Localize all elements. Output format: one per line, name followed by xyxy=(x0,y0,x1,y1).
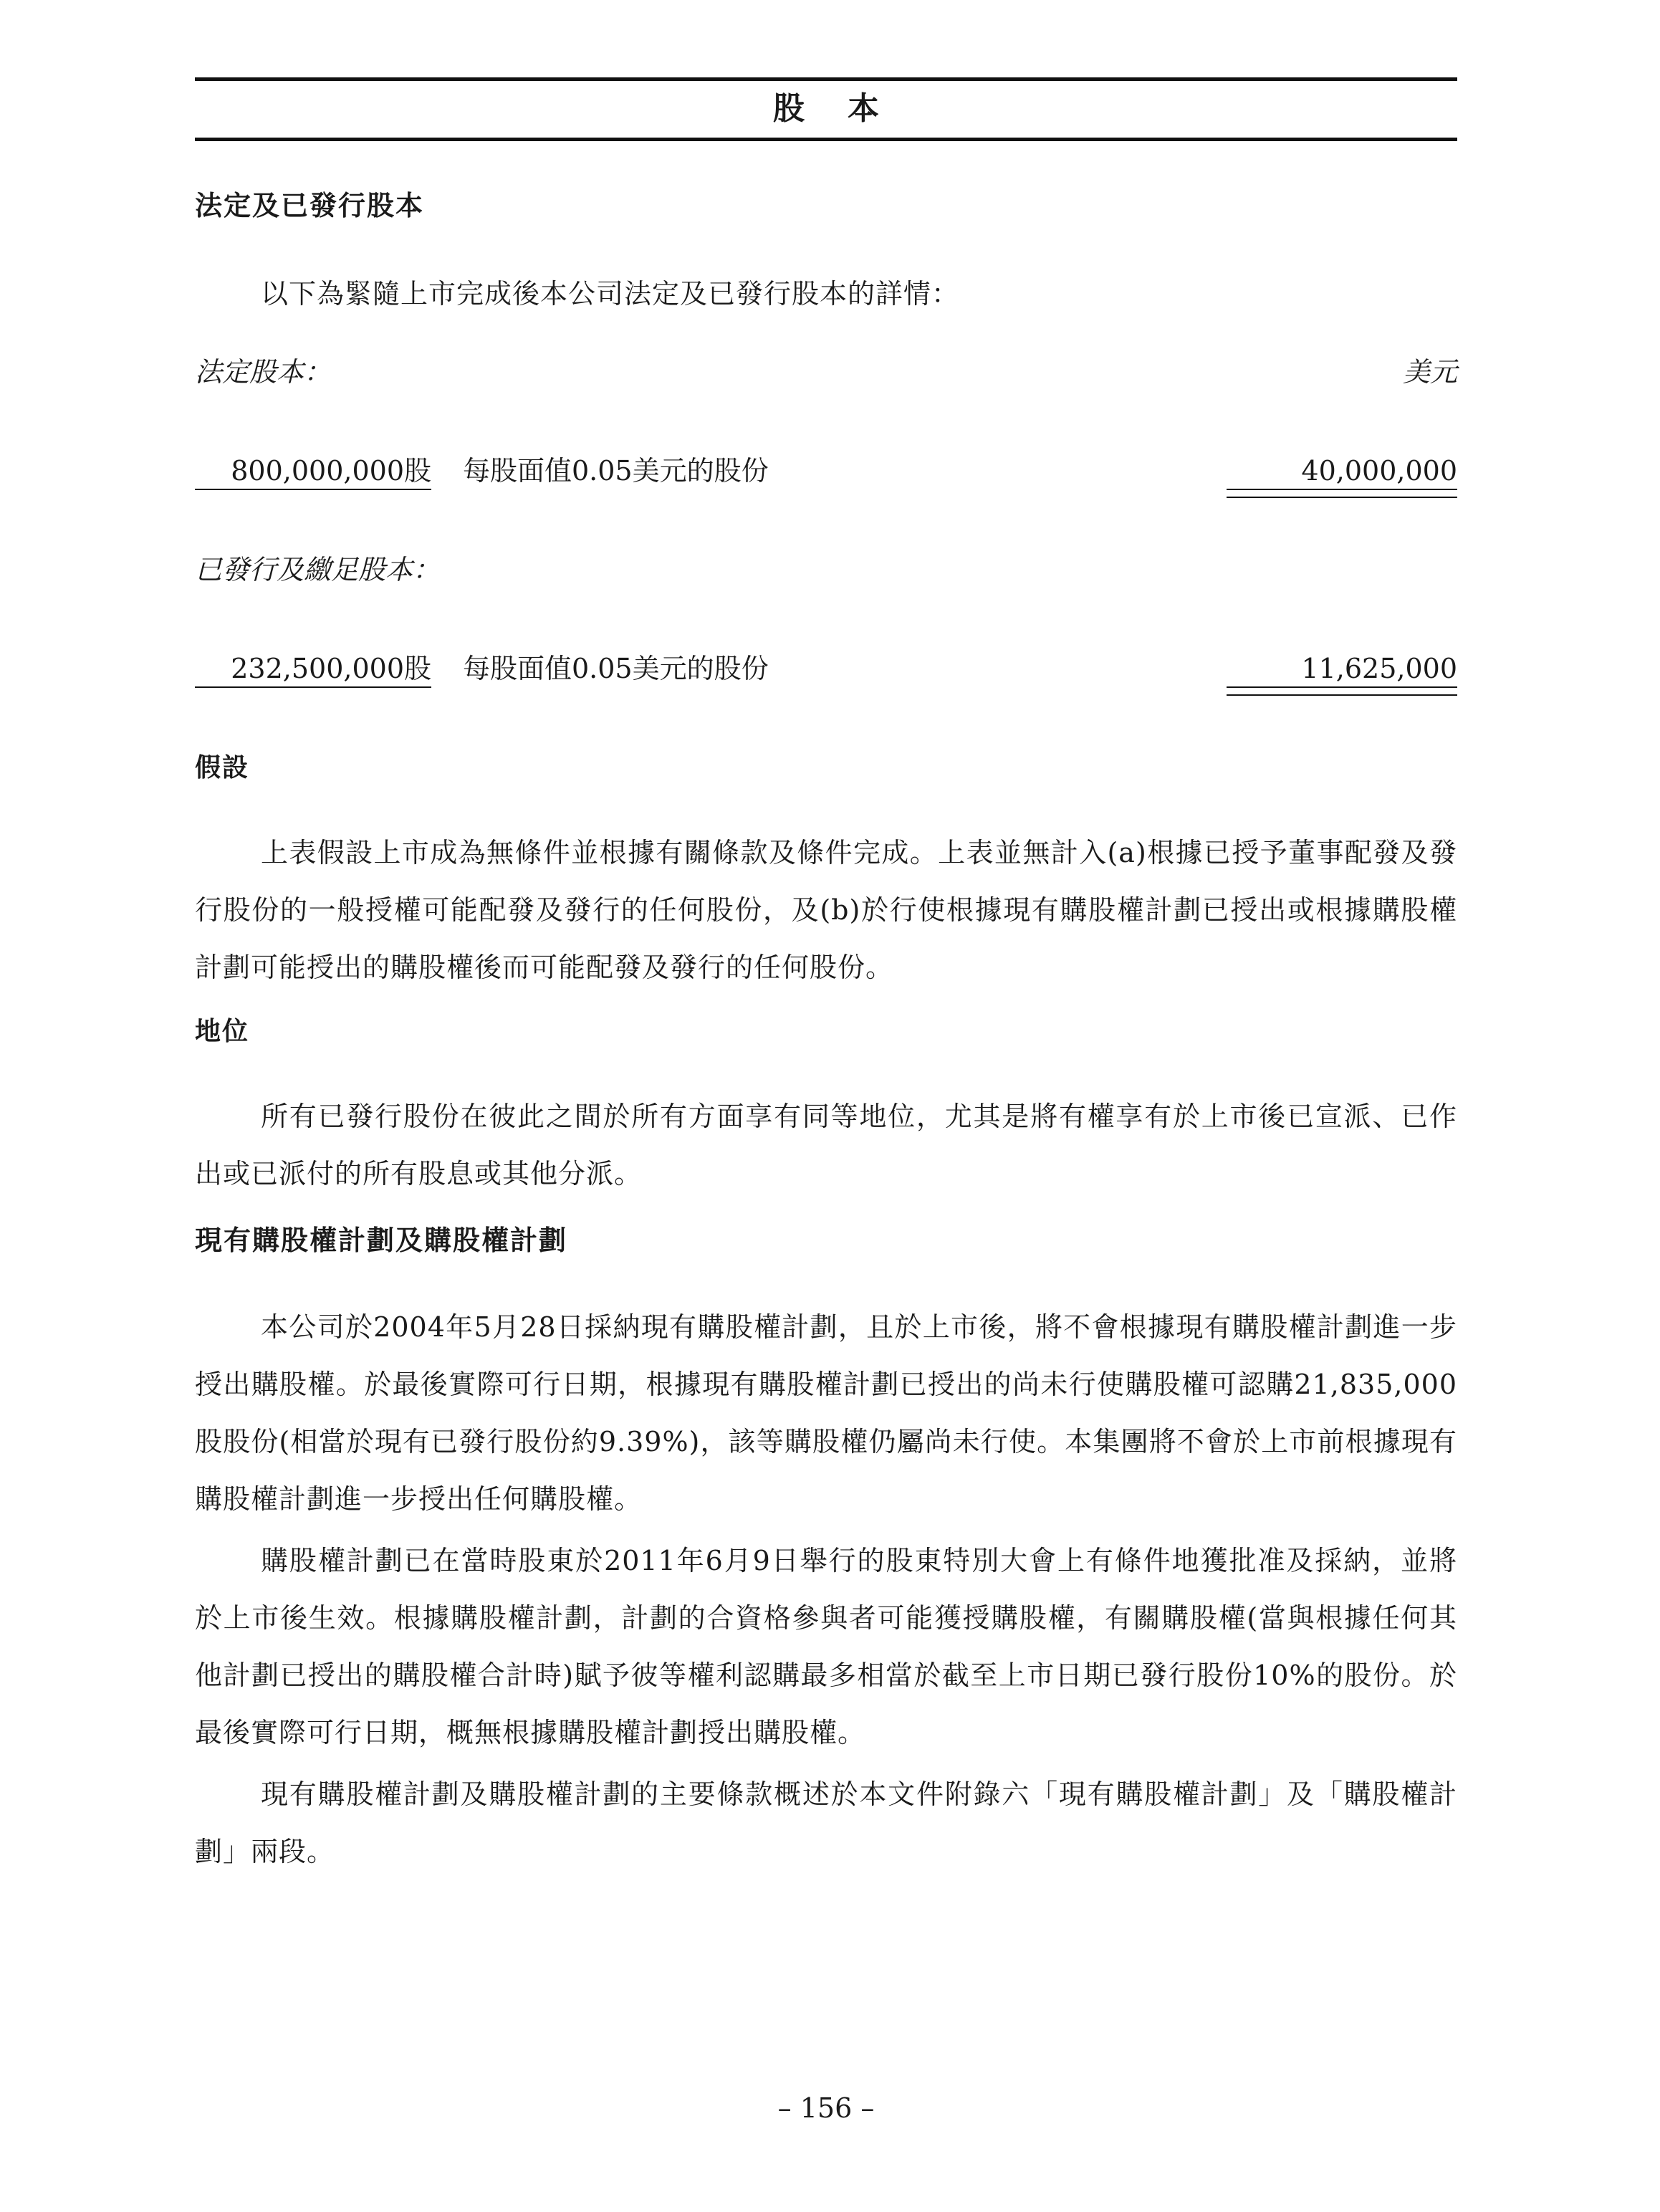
issued-shares: 232,500,000股 xyxy=(195,651,431,688)
authorised-amount-double-underline xyxy=(1227,489,1457,498)
issued-amount: 11,625,000 xyxy=(1301,653,1457,684)
option-schemes-paragraph-1: 本公司於2004年5月28日採納現有購股權計劃，且於上市後，將不會根據現有購股權計劃進一步授出購股權。於最後實際可行日期，根據現有購股權計劃已授出的尚未行使購股權可認購21,835,000股股份(相當於現有已發行股份約9.39%)，該等購股權仍屬尚未行使。本集團將不會於上市前根據現有購股權計劃進一步授出任何購股權。 xyxy=(195,1311,1457,1515)
currency-label: 美元 xyxy=(1402,356,1457,388)
issued-amount-double-underline xyxy=(1227,686,1457,696)
issued-capital-label: 已發行及繳足股本： xyxy=(195,554,441,585)
page-number: – 156 – xyxy=(777,2092,875,2124)
header-bottom-rule xyxy=(195,138,1457,141)
authorised-share-description: 每股面值0.05美元的股份 xyxy=(463,455,769,487)
authorised-amount: 40,000,000 xyxy=(1301,455,1457,487)
page-title: 股本 xyxy=(773,90,922,127)
section-heading-option-schemes: 現有購股權計劃及購股權計劃 xyxy=(195,1224,568,1256)
authorised-shares: 800,000,000股 xyxy=(195,453,431,490)
option-schemes-paragraph-3: 現有購股權計劃及購股權計劃的主要條款概述於本文件附錄六「現有購股權計劃」及「購股權計劃」兩段。 xyxy=(195,1778,1457,1867)
section-heading-assumptions: 假設 xyxy=(195,752,250,782)
section-heading-authorised-issued: 法定及已發行股本 xyxy=(195,189,425,221)
ranking-paragraph: 所有已發行股份在彼此之間於所有方面享有同等地位，尤其是將有權享有於上市後已宣派、已作出或已派付的所有股息或其他分派。 xyxy=(195,1101,1457,1189)
document-page xyxy=(195,0,1457,2212)
issued-share-description: 每股面值0.05美元的股份 xyxy=(463,653,769,684)
section-heading-ranking: 地位 xyxy=(195,1016,250,1046)
header-top-rule xyxy=(195,77,1457,81)
issued-capital-row xyxy=(195,651,1457,691)
authorised-capital-label: 法定股本： xyxy=(195,356,332,388)
assumptions-paragraph: 上表假設上市成為無條件並根據有關條款及條件完成。上表並無計入(a)根據已授予董事配發及發行股份的一般授權可能配發及發行的任何股份，及(b)於行使根據現有購股權計劃已授出或根據購股權計劃可能授出的購股權後而可能配發及發行的任何股份。 xyxy=(195,837,1457,983)
option-schemes-paragraph-2: 購股權計劃已在當時股東於2011年6月9日舉行的股東特別大會上有條件地獲批准及採納，並將於上市後生效。根據購股權計劃，計劃的合資格參與者可能獲授購股權，有關購股權(當與根據任何其他計劃已授出的購股權合計時)賦予彼等權利認購最多相當於截至上市日期已發行股份10%的股份。於最後實際可行日期，概無根據購股權計劃授出購股權。 xyxy=(195,1545,1457,1748)
intro-paragraph: 以下為緊隨上市完成後本公司法定及已發行股本的詳情： xyxy=(261,278,960,310)
authorised-capital-row xyxy=(195,453,1457,493)
